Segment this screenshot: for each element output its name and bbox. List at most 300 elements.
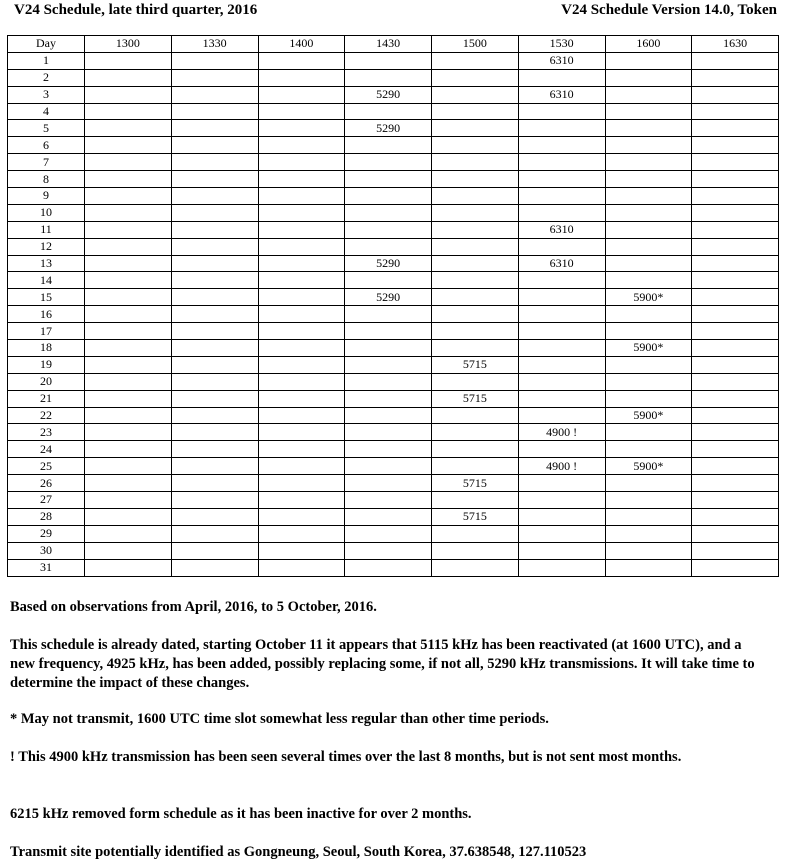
frequency-cell (605, 255, 692, 272)
table-row (8, 407, 779, 424)
frequency-cell (432, 559, 519, 576)
frequency-cell: 5900* (605, 289, 692, 306)
column-header-1500: 1500 (432, 36, 519, 53)
frequency-cell (605, 272, 692, 289)
frequency-cell: 4900 ! (518, 424, 605, 441)
frequency-cell (85, 272, 172, 289)
day-cell: 9 (8, 188, 85, 205)
frequency-cell (345, 407, 432, 424)
frequency-cell (345, 356, 432, 373)
frequency-cell (518, 306, 605, 323)
frequency-cell (85, 542, 172, 559)
frequency-cell (258, 525, 345, 542)
day-cell: 16 (8, 306, 85, 323)
table-row (8, 69, 779, 86)
frequency-cell (518, 407, 605, 424)
frequency-cell (85, 475, 172, 492)
column-header-1530: 1530 (518, 36, 605, 53)
frequency-cell: 5900* (605, 407, 692, 424)
frequency-cell (258, 86, 345, 103)
frequency-cell (345, 103, 432, 120)
day-cell: 27 (8, 492, 85, 509)
day-cell: 2 (8, 69, 85, 86)
exclamation-footnote: ! This 4900 kHz transmission has been seen several times over the last 8 months, but is not sent most months. (10, 749, 682, 765)
frequency-cell (345, 204, 432, 221)
frequency-cell (258, 120, 345, 137)
frequency-cell (171, 188, 258, 205)
frequency-cell (258, 424, 345, 441)
frequency-cell (605, 356, 692, 373)
table-row (8, 103, 779, 120)
day-cell: 21 (8, 390, 85, 407)
frequency-cell: 5900* (605, 458, 692, 475)
table-row (8, 221, 779, 238)
frequency-cell (432, 221, 519, 238)
frequency-cell (258, 289, 345, 306)
table-row (8, 508, 779, 525)
frequency-cell (258, 356, 345, 373)
frequency-cell (345, 306, 432, 323)
frequency-cell (692, 69, 779, 86)
frequency-cell (518, 188, 605, 205)
frequency-cell (432, 424, 519, 441)
column-header-day: Day (8, 36, 85, 53)
day-cell: 10 (8, 204, 85, 221)
frequency-cell (692, 492, 779, 509)
frequency-cell (605, 441, 692, 458)
page-header (14, 2, 777, 20)
frequency-cell (171, 255, 258, 272)
table-row (8, 272, 779, 289)
frequency-cell (692, 238, 779, 255)
frequency-cell (345, 238, 432, 255)
table-header-row (8, 36, 779, 53)
table-row (8, 373, 779, 390)
frequency-cell (518, 272, 605, 289)
table-row (8, 52, 779, 69)
frequency-cell (692, 171, 779, 188)
frequency-cell (432, 120, 519, 137)
frequency-cell: 6310 (518, 221, 605, 238)
table-row (8, 492, 779, 509)
frequency-cell (258, 559, 345, 576)
frequency-cell (258, 69, 345, 86)
table-body (8, 52, 779, 576)
frequency-cell (258, 492, 345, 509)
frequency-cell (432, 492, 519, 509)
frequency-cell (432, 52, 519, 69)
frequency-cell (85, 69, 172, 86)
frequency-cell (518, 289, 605, 306)
frequency-cell (258, 441, 345, 458)
frequency-cell (345, 492, 432, 509)
frequency-cell (605, 475, 692, 492)
frequency-cell (171, 424, 258, 441)
frequency-cell (692, 356, 779, 373)
frequency-cell (258, 204, 345, 221)
frequency-cell: 5715 (432, 356, 519, 373)
frequency-cell (171, 508, 258, 525)
table-row (8, 137, 779, 154)
frequency-cell (258, 390, 345, 407)
frequency-cell (518, 204, 605, 221)
frequency-cell (692, 508, 779, 525)
frequency-cell (692, 373, 779, 390)
frequency-cell (171, 137, 258, 154)
frequency-cell (518, 475, 605, 492)
frequency-cell (605, 221, 692, 238)
frequency-cell (518, 390, 605, 407)
day-cell: 5 (8, 120, 85, 137)
frequency-cell (345, 458, 432, 475)
frequency-cell (85, 441, 172, 458)
frequency-cell (432, 238, 519, 255)
frequency-cell (345, 542, 432, 559)
frequency-cell (85, 103, 172, 120)
frequency-cell (692, 559, 779, 576)
frequency-cell (605, 492, 692, 509)
frequency-cell (258, 508, 345, 525)
frequency-cell (85, 306, 172, 323)
frequency-cell (85, 52, 172, 69)
frequency-cell (692, 323, 779, 340)
frequency-cell (345, 424, 432, 441)
frequency-cell (85, 525, 172, 542)
frequency-cell (171, 559, 258, 576)
frequency-cell (345, 475, 432, 492)
frequency-cell: 6310 (518, 86, 605, 103)
frequency-cell (171, 390, 258, 407)
frequency-cell (171, 373, 258, 390)
day-cell: 17 (8, 323, 85, 340)
column-header-1400: 1400 (258, 36, 345, 53)
table-row (8, 475, 779, 492)
frequency-cell (85, 204, 172, 221)
frequency-cell (518, 559, 605, 576)
frequency-cell (518, 137, 605, 154)
day-cell: 18 (8, 340, 85, 357)
frequency-cell (518, 525, 605, 542)
frequency-cell: 4900 ! (518, 458, 605, 475)
frequency-cell (258, 171, 345, 188)
schedule-title: V24 Schedule, late third quarter, 2016 (14, 2, 258, 18)
day-cell: 20 (8, 373, 85, 390)
frequency-cell (692, 475, 779, 492)
frequency-cell (258, 221, 345, 238)
frequency-cell (345, 171, 432, 188)
frequency-cell: 5715 (432, 390, 519, 407)
frequency-cell (692, 154, 779, 171)
frequency-cell (692, 255, 779, 272)
frequency-cell (605, 103, 692, 120)
day-cell: 26 (8, 475, 85, 492)
frequency-cell: 5290 (345, 120, 432, 137)
frequency-cell (85, 458, 172, 475)
frequency-cell (345, 137, 432, 154)
frequency-cell (258, 475, 345, 492)
frequency-cell (258, 340, 345, 357)
frequency-cell (345, 52, 432, 69)
day-cell: 12 (8, 238, 85, 255)
table-row (8, 204, 779, 221)
frequency-cell (171, 441, 258, 458)
frequency-cell (518, 103, 605, 120)
day-cell: 7 (8, 154, 85, 171)
frequency-cell (345, 340, 432, 357)
day-cell: 25 (8, 458, 85, 475)
frequency-cell (432, 306, 519, 323)
frequency-cell (85, 188, 172, 205)
frequency-cell (345, 323, 432, 340)
table-row (8, 238, 779, 255)
frequency-cell (171, 86, 258, 103)
table-row (8, 171, 779, 188)
frequency-cell (258, 137, 345, 154)
day-cell: 15 (8, 289, 85, 306)
asterisk-footnote: * May not transmit, 1600 UTC time slot somewhat less regular than other time periods. (10, 711, 549, 727)
frequency-cell (85, 373, 172, 390)
day-cell: 19 (8, 356, 85, 373)
frequency-cell (171, 323, 258, 340)
frequency-cell (692, 306, 779, 323)
table-row (8, 424, 779, 441)
frequency-cell (692, 458, 779, 475)
frequency-cell (171, 475, 258, 492)
frequency-cell (605, 86, 692, 103)
frequency-cell (85, 559, 172, 576)
day-cell: 28 (8, 508, 85, 525)
frequency-cell (692, 188, 779, 205)
frequency-cell (605, 542, 692, 559)
frequency-cell (85, 424, 172, 441)
table-row (8, 188, 779, 205)
day-cell: 13 (8, 255, 85, 272)
frequency-cell (692, 86, 779, 103)
frequency-cell (605, 171, 692, 188)
table-row (8, 289, 779, 306)
frequency-cell (432, 204, 519, 221)
frequency-cell (85, 323, 172, 340)
frequency-cell (518, 238, 605, 255)
frequency-cell (432, 323, 519, 340)
day-cell: 6 (8, 137, 85, 154)
frequency-cell (171, 458, 258, 475)
frequency-cell: 5715 (432, 508, 519, 525)
table-row (8, 458, 779, 475)
frequency-cell (692, 103, 779, 120)
frequency-cell (432, 154, 519, 171)
day-cell: 31 (8, 559, 85, 576)
transmit-site-note: Transmit site potentially identified as Gongneung, Seoul, South Korea, 37.638548, 127.110523 (10, 844, 587, 860)
frequency-cell (518, 373, 605, 390)
frequency-cell (171, 492, 258, 509)
frequency-cell: 5290 (345, 86, 432, 103)
frequency-cell (518, 508, 605, 525)
column-header-1330: 1330 (171, 36, 258, 53)
frequency-cell (692, 441, 779, 458)
frequency-cell (258, 154, 345, 171)
table-row (8, 306, 779, 323)
observations-note: Based on observations from April, 2016, to 5 October, 2016. (10, 599, 377, 615)
frequency-cell (171, 103, 258, 120)
frequency-cell (518, 340, 605, 357)
frequency-cell (258, 255, 345, 272)
frequency-cell (171, 356, 258, 373)
frequency-cell (258, 323, 345, 340)
table-row (8, 86, 779, 103)
table-row (8, 525, 779, 542)
frequency-cell (171, 306, 258, 323)
frequency-cell (518, 120, 605, 137)
frequency-cell (171, 69, 258, 86)
frequency-cell (85, 171, 172, 188)
frequency-cell (432, 137, 519, 154)
frequency-cell (692, 542, 779, 559)
frequency-cell (171, 525, 258, 542)
table-row (8, 323, 779, 340)
frequency-cell (171, 171, 258, 188)
table-row (8, 542, 779, 559)
frequency-cell (692, 390, 779, 407)
frequency-cell (605, 323, 692, 340)
frequency-cell (605, 508, 692, 525)
frequency-cell (518, 542, 605, 559)
frequency-cell (692, 52, 779, 69)
frequency-cell (692, 204, 779, 221)
frequency-cell (85, 407, 172, 424)
frequency-cell (518, 154, 605, 171)
table-row (8, 390, 779, 407)
frequency-cell (171, 272, 258, 289)
day-cell: 24 (8, 441, 85, 458)
frequency-cell (605, 204, 692, 221)
day-cell: 29 (8, 525, 85, 542)
frequency-cell (432, 340, 519, 357)
frequency-cell (345, 441, 432, 458)
frequency-cell (518, 492, 605, 509)
frequency-cell (258, 407, 345, 424)
frequency-cell (605, 424, 692, 441)
frequency-cell (692, 272, 779, 289)
frequency-cell (258, 188, 345, 205)
day-cell: 14 (8, 272, 85, 289)
frequency-cell (692, 525, 779, 542)
frequency-cell (345, 188, 432, 205)
table-row (8, 441, 779, 458)
frequency-cell (85, 137, 172, 154)
frequency-cell (258, 272, 345, 289)
frequency-cell (85, 221, 172, 238)
frequency-cell (432, 103, 519, 120)
frequency-cell (171, 238, 258, 255)
frequency-cell (345, 154, 432, 171)
frequency-cell (85, 340, 172, 357)
frequency-cell (692, 340, 779, 357)
frequency-cell (345, 373, 432, 390)
frequency-cell (432, 441, 519, 458)
frequency-cell (345, 272, 432, 289)
frequency-cell (171, 542, 258, 559)
day-cell: 11 (8, 221, 85, 238)
table-row (8, 120, 779, 137)
frequency-cell (85, 255, 172, 272)
frequency-cell (258, 542, 345, 559)
frequency-cell (345, 69, 432, 86)
frequency-cell (432, 188, 519, 205)
frequency-cell (518, 171, 605, 188)
day-cell: 3 (8, 86, 85, 103)
frequency-cell (692, 221, 779, 238)
frequency-cell (605, 137, 692, 154)
frequency-cell (85, 86, 172, 103)
frequency-cell (605, 188, 692, 205)
frequency-cell (605, 154, 692, 171)
frequency-cell (171, 407, 258, 424)
table-row (8, 255, 779, 272)
frequency-cell (345, 390, 432, 407)
column-header-1600: 1600 (605, 36, 692, 53)
frequency-cell (171, 221, 258, 238)
frequency-cell (432, 255, 519, 272)
frequency-cell (692, 120, 779, 137)
frequency-cell (85, 289, 172, 306)
day-cell: 1 (8, 52, 85, 69)
frequency-cell (605, 69, 692, 86)
schedule-table (7, 35, 779, 577)
frequency-cell (85, 356, 172, 373)
day-cell: 30 (8, 542, 85, 559)
day-cell: 22 (8, 407, 85, 424)
frequency-cell: 5715 (432, 475, 519, 492)
frequency-cell (258, 373, 345, 390)
frequency-cell (432, 69, 519, 86)
frequency-cell (692, 137, 779, 154)
frequency-cell (85, 492, 172, 509)
column-header-1300: 1300 (85, 36, 172, 53)
day-cell: 8 (8, 171, 85, 188)
frequency-cell (258, 52, 345, 69)
frequency-cell (432, 458, 519, 475)
frequency-cell (692, 289, 779, 306)
frequency-cell (345, 525, 432, 542)
frequency-cell (605, 373, 692, 390)
frequency-cell (432, 289, 519, 306)
frequency-cell (258, 238, 345, 255)
frequency-cell (432, 272, 519, 289)
frequency-cell (605, 525, 692, 542)
frequency-cell (345, 221, 432, 238)
dated-note: This schedule is already dated, starting October 11 it appears that 5115 kHz has been reactivated (at 1600 UTC), and a new frequency, 4925 kHz, has been added, possibly replacing some, if not all, 5290 kHz transmissions. It will take time to determine the impact of these changes. (10, 637, 755, 691)
frequency-cell: 5290 (345, 255, 432, 272)
frequency-cell: 5900* (605, 340, 692, 357)
frequency-cell (432, 525, 519, 542)
frequency-cell (85, 390, 172, 407)
frequency-cell (85, 508, 172, 525)
frequency-cell (605, 390, 692, 407)
frequency-cell (171, 204, 258, 221)
frequency-cell (258, 306, 345, 323)
removed-frequency-note: 6215 kHz removed form schedule as it has been inactive for over 2 months. (10, 806, 472, 822)
frequency-cell (171, 52, 258, 69)
table-row (8, 356, 779, 373)
frequency-cell (605, 120, 692, 137)
frequency-cell (171, 289, 258, 306)
day-cell: 23 (8, 424, 85, 441)
frequency-cell (432, 171, 519, 188)
frequency-cell (432, 542, 519, 559)
schedule-version: V24 Schedule Version 14.0, Token (561, 2, 777, 18)
frequency-cell (605, 238, 692, 255)
